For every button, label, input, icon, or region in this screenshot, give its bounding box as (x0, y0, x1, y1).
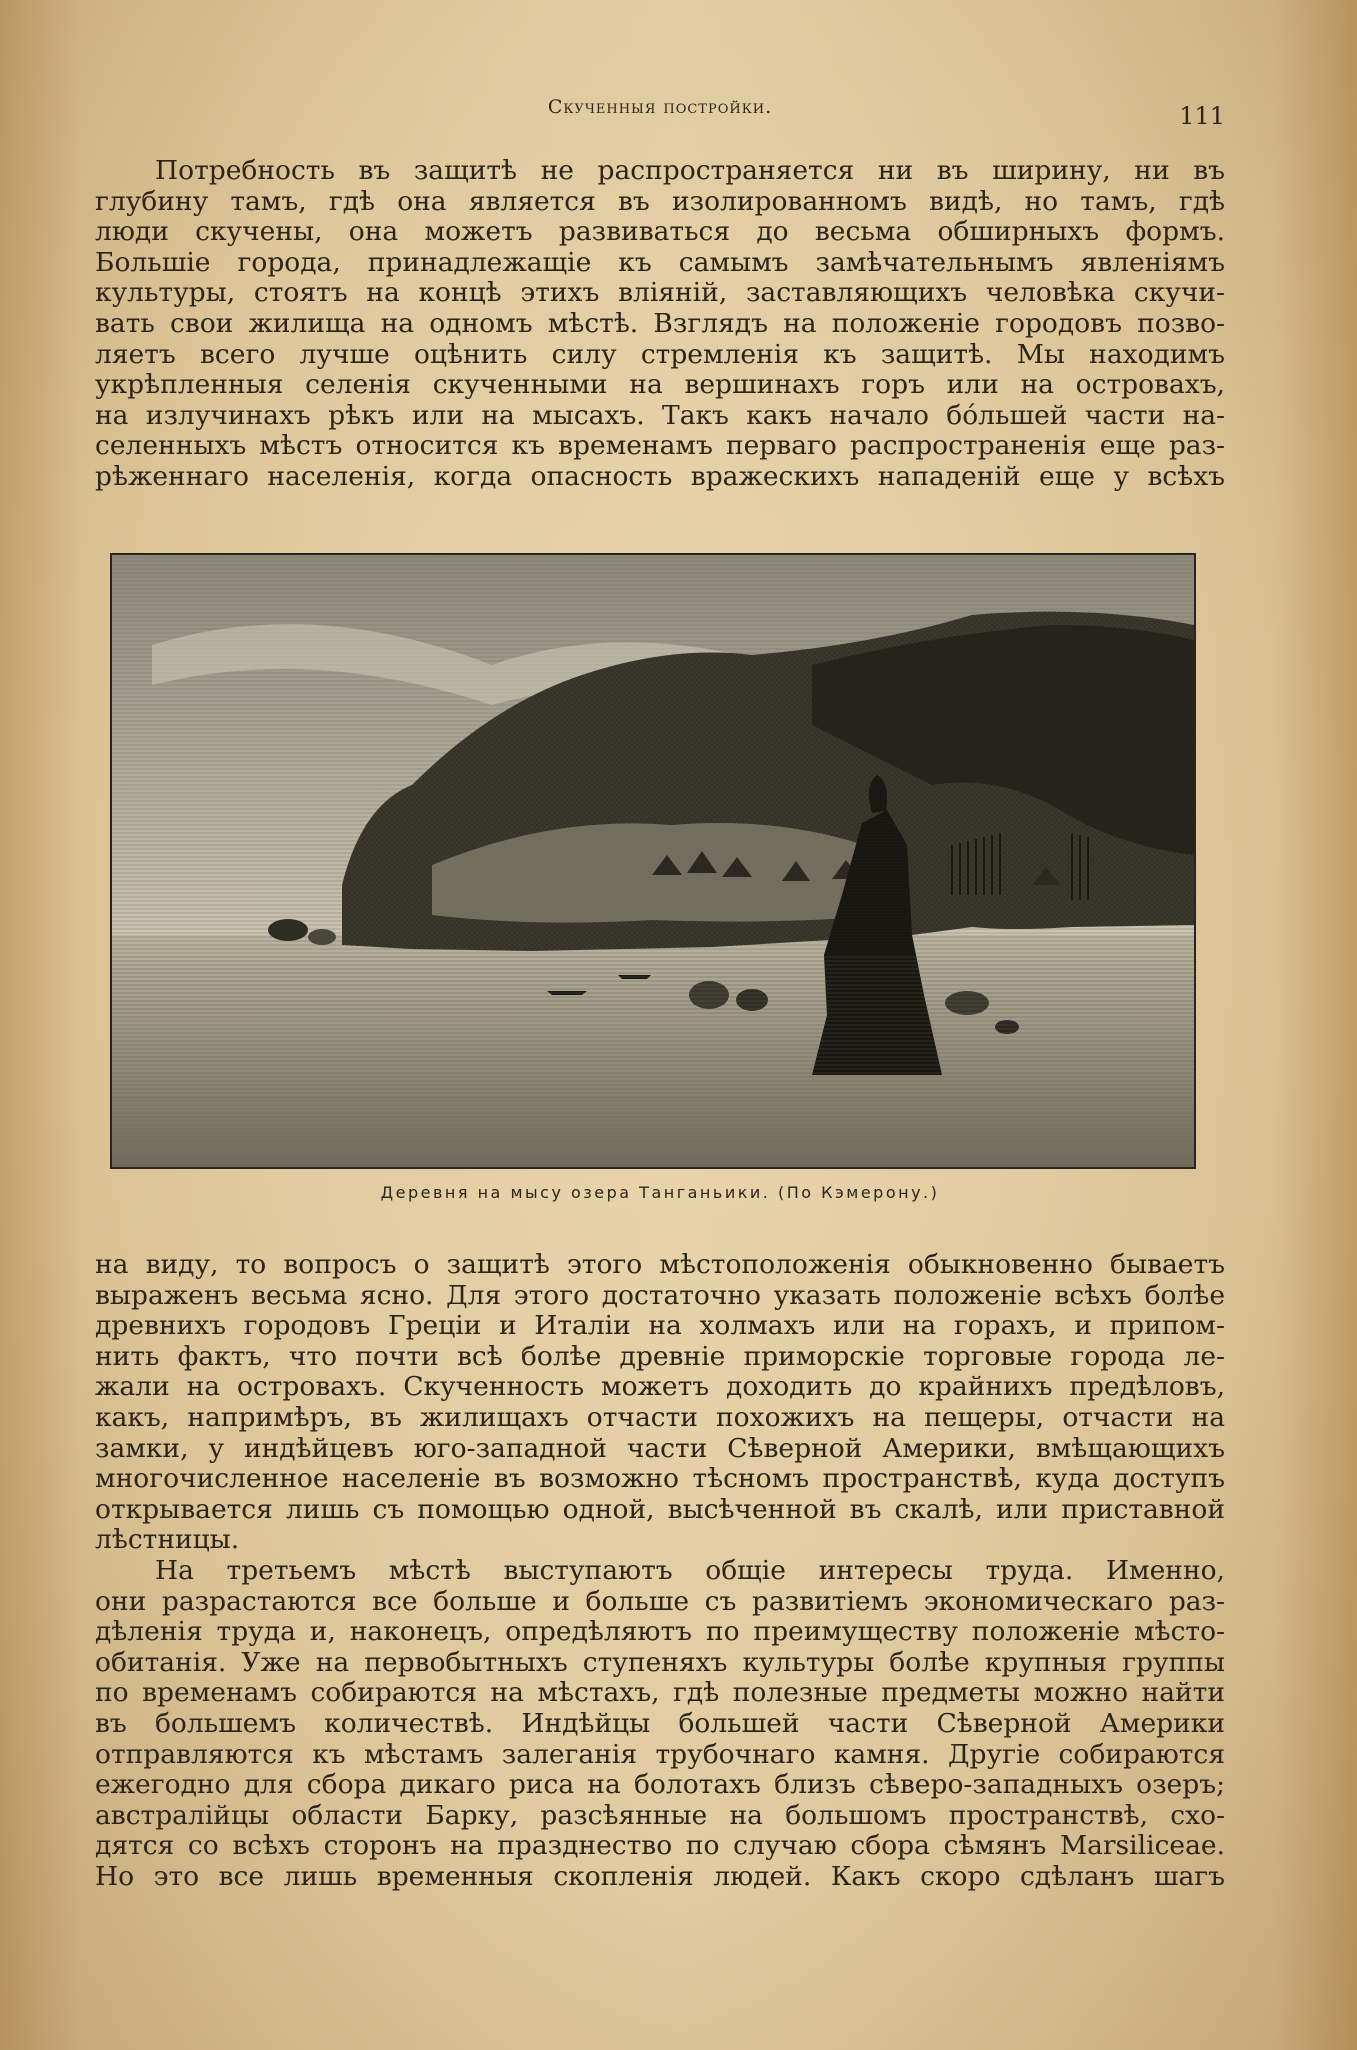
text-line: по временамъ собираются на мѣстахъ, гдѣ полезные предметы можно найти (95, 1678, 1225, 1709)
text-line: ежегодно для сбора дикаго риса на болотахъ близъ сѣверо-западныхъ озеръ; (95, 1770, 1225, 1801)
page-header (95, 92, 1225, 132)
text-line: дятся со всѣхъ сторонъ на празднество по случаю сбора сѣмянъ Marsiliceae. (95, 1831, 1225, 1862)
text-line: въ большемъ количествѣ. Индѣйцы большей части Сѣверной Америки (95, 1708, 1225, 1739)
text-line: древнихъ городовъ Греціи и Италіи на холмахъ или на горахъ, и припом- (95, 1311, 1225, 1342)
text-line: культуры, стоятъ на концѣ этихъ вліяній, заставляющихъ человѣка скучи- (95, 278, 1225, 309)
paragraph-bottom (95, 1250, 1225, 1892)
text-line: какъ, напримѣръ, въ жилищахъ отчасти похожихъ на пещеры, отчасти на (95, 1402, 1225, 1433)
text-line: рѣженнаго населенія, когда опасность вражескихъ нападеній еще у всѣхъ (95, 461, 1225, 492)
engraving-illustration (110, 553, 1196, 1169)
text-line: отправляются къ мѣстамъ залеганія трубочнаго камня. Другіе собираются (95, 1739, 1225, 1770)
text-line: люди скучены, она можетъ развиваться до весьма обширныхъ формъ. (95, 217, 1225, 248)
text-line: укрѣпленныя селенія скученными на вершинахъ горъ или на островахъ, (95, 370, 1225, 401)
small-rock (308, 929, 336, 945)
text-line: дѣленія труда и, наконецъ, опредѣляютъ по преимуществу положеніе мѣсто- (95, 1617, 1225, 1648)
text-line: австралійцы области Барку, разсѣянные на большомъ пространствѣ, схо- (95, 1800, 1225, 1831)
text-line: обитанія. Уже на первобытныхъ ступеняхъ культуры болѣе крупныя группы (95, 1647, 1225, 1678)
text-line: на виду, то вопросъ о защитѣ этого мѣстоположенія обыкновенно бываетъ (95, 1250, 1225, 1280)
page-number: 111 (1179, 102, 1225, 130)
text-line: открывается лишь съ помощью одной, высѣченной въ скалѣ, или приставной (95, 1494, 1225, 1525)
lake-village-engraving (112, 555, 1194, 1167)
text-line: вать свои жилища на одномъ мѣстѣ. Взглядъ на положеніе городовъ позво- (95, 308, 1225, 339)
text-line: они разрастаются все больше и больше съ развитіемъ экономическаго раз- (95, 1586, 1225, 1617)
running-title: Скученныя постройки. (547, 96, 773, 118)
text-line: замки, у индѣйцевъ юго-западной части Сѣверной Америки, вмѣщающихъ (95, 1433, 1225, 1464)
text-line: многочисленное населеніе въ возможно тѣсномъ пространствѣ, куда доступъ (95, 1464, 1225, 1495)
text-line: на излучинахъ рѣкъ или на мысахъ. Такъ какъ начало бóльшей части на- (95, 400, 1225, 431)
figure-caption: Деревня на мысу озера Танганьики. (По Кэмерону.) (380, 1183, 940, 1202)
text-line: выраженъ весьма ясно. Для этого достаточно указать положеніе всѣхъ болѣе (95, 1280, 1225, 1311)
text-line: жали на островахъ. Скученность можетъ доходить до крайнихъ предѣловъ, (95, 1372, 1225, 1403)
text-line: На третьемъ мѣстѣ выступаютъ общіе интересы труда. Именно, (155, 1555, 1225, 1586)
paragraph-top (95, 156, 1225, 493)
text-line: нить фактъ, что почти всѣ болѣе древніе приморскіе торговые города ле- (95, 1341, 1225, 1372)
text-line: ляетъ всего лучше оцѣнить силу стремленія къ защитѣ. Мы находимъ (95, 339, 1225, 370)
small-rock (268, 919, 308, 941)
text-line: селенныхъ мѣстъ относится къ временамъ перваго распространенія еще раз- (95, 431, 1225, 462)
text-line: глубину тамъ, гдѣ она является въ изолированномъ видѣ, но тамъ, гдѣ (95, 186, 1225, 217)
text-line: Но это все лишь временныя скопленія людей. Какъ скоро сдѣланъ шагъ (95, 1861, 1225, 1892)
text-line: Большіе города, принадлежащіе къ самымъ замѣчательнымъ явленіямъ (95, 247, 1225, 278)
text-line: лѣстницы. (95, 1525, 240, 1556)
text-line: Потребность въ защитѣ не распространяется ни въ ширину, ни въ (155, 156, 1225, 186)
